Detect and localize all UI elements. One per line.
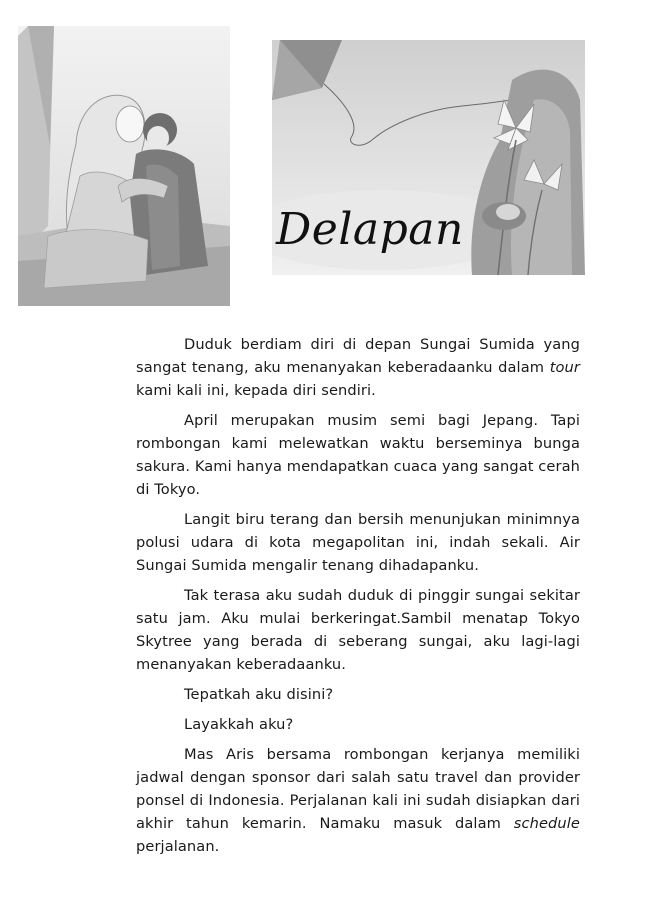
paragraph	[136, 409, 580, 501]
paragraph	[136, 508, 580, 577]
text-segment: Duduk berdiam diri di depan Sungai Sumida yang sangat tenang, aku menanyakan keberadaanku dalam	[136, 336, 580, 376]
text-segment: perjalanan.	[136, 838, 220, 855]
text-segment: kami kali ini, kepada diri sendiri.	[136, 382, 376, 399]
italic-term: tour	[549, 359, 580, 376]
italic-term: schedule	[513, 815, 580, 832]
text-segment: Langit biru terang dan bersih menunjukan minimnya polusi udara di kota megapolitan ini, indah sekali. Air Sungai Sumida mengalir tenang dihadapanku.	[136, 511, 580, 574]
text-segment: Tak terasa aku sudah duduk di pinggir sungai sekitar satu jam. Aku mulai berkeringat.Sambil menatap Tokyo Skytree yang berada di seberang sungai, aku lagi-lagi menanyakan keberadaanku.	[136, 587, 580, 673]
text-segment: Mas Aris bersama rombongan kerjanya memiliki jadwal dengan sponsor dari salah satu travel dan provider ponsel di Indonesia. Perjalanan kali ini sudah disiapkan dari akhir tahun kemarin. Namaku masuk dalam	[136, 746, 580, 832]
paragraph	[136, 713, 580, 736]
text-segment: April merupakan musim semi bagi Jepang. Tapi rombongan kami melewatkan waktu berseminya bunga sakura. Kami hanya mendapatkan cuaca yang sangat cerah di Tokyo.	[136, 412, 580, 498]
text-segment: Tepatkah aku disini?	[184, 686, 334, 703]
text-segment: Layakkah aku?	[184, 716, 294, 733]
mother-and-son-illustration	[18, 26, 230, 306]
chapter-title: Delapan	[276, 204, 464, 255]
chapter-body	[136, 333, 580, 865]
paragraph	[136, 743, 580, 858]
paragraph	[136, 333, 580, 402]
paragraph	[136, 584, 580, 676]
paragraph	[136, 683, 580, 706]
